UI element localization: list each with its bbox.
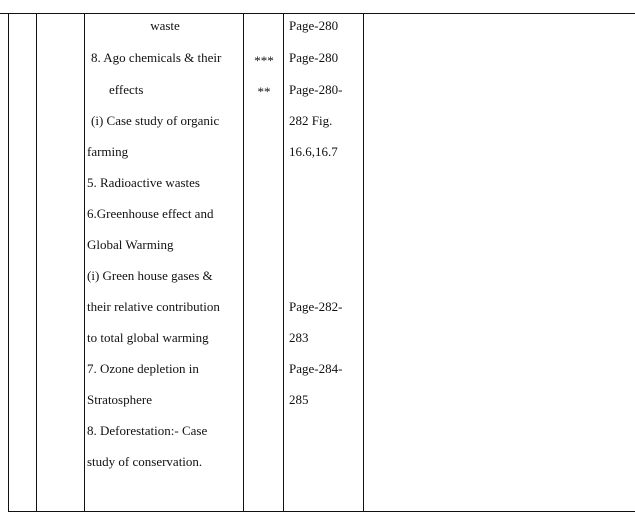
importance-mark: *** <box>254 53 274 68</box>
topic-cell <box>87 14 243 511</box>
page-ref-cell <box>285 14 363 511</box>
page-ref-line: 285 <box>289 392 309 407</box>
topic-line: waste <box>150 18 180 33</box>
importance-mark: ** <box>257 84 271 99</box>
topic-line: (i) Case study of organic <box>91 113 220 128</box>
page-ref-line: Page-282- <box>289 299 343 314</box>
page-ref-line: 16.6,16.7 <box>289 144 338 159</box>
topic-line: Global Warming <box>87 237 174 252</box>
column-divider-1 <box>8 14 9 511</box>
topic-line: Stratosphere <box>87 392 152 407</box>
marks-cell <box>244 14 284 511</box>
topic-line: effects <box>109 82 144 97</box>
topic-line: 7. Ozone depletion in <box>87 361 199 376</box>
topic-line: 6.Greenhouse effect and <box>87 206 214 221</box>
topic-line: 5. Radioactive wastes <box>87 175 200 190</box>
topic-line: (i) Green house gases & <box>87 268 213 283</box>
page-ref-line: Page-284- <box>289 361 343 376</box>
topic-line: their relative contribution <box>87 299 220 314</box>
page-ref-line: Page-280- <box>289 82 343 97</box>
column-divider-6 <box>363 14 364 511</box>
topic-line: 8. Deforestation:- Case <box>87 423 208 438</box>
page-ref-line: 283 <box>289 330 309 345</box>
topic-line: farming <box>87 144 129 159</box>
topic-line: 8. Ago chemicals & their <box>91 50 222 65</box>
column-divider-2 <box>36 14 37 511</box>
table-bottom-border <box>8 511 635 512</box>
page-ref-line: Page-280 <box>289 50 339 65</box>
topic-line: to total global warming <box>87 330 209 345</box>
column-divider-3 <box>84 14 85 511</box>
page-ref-line: Page-280 <box>289 18 339 33</box>
page-ref-line: 282 Fig. <box>289 113 333 128</box>
topic-line: study of conservation. <box>87 454 203 469</box>
